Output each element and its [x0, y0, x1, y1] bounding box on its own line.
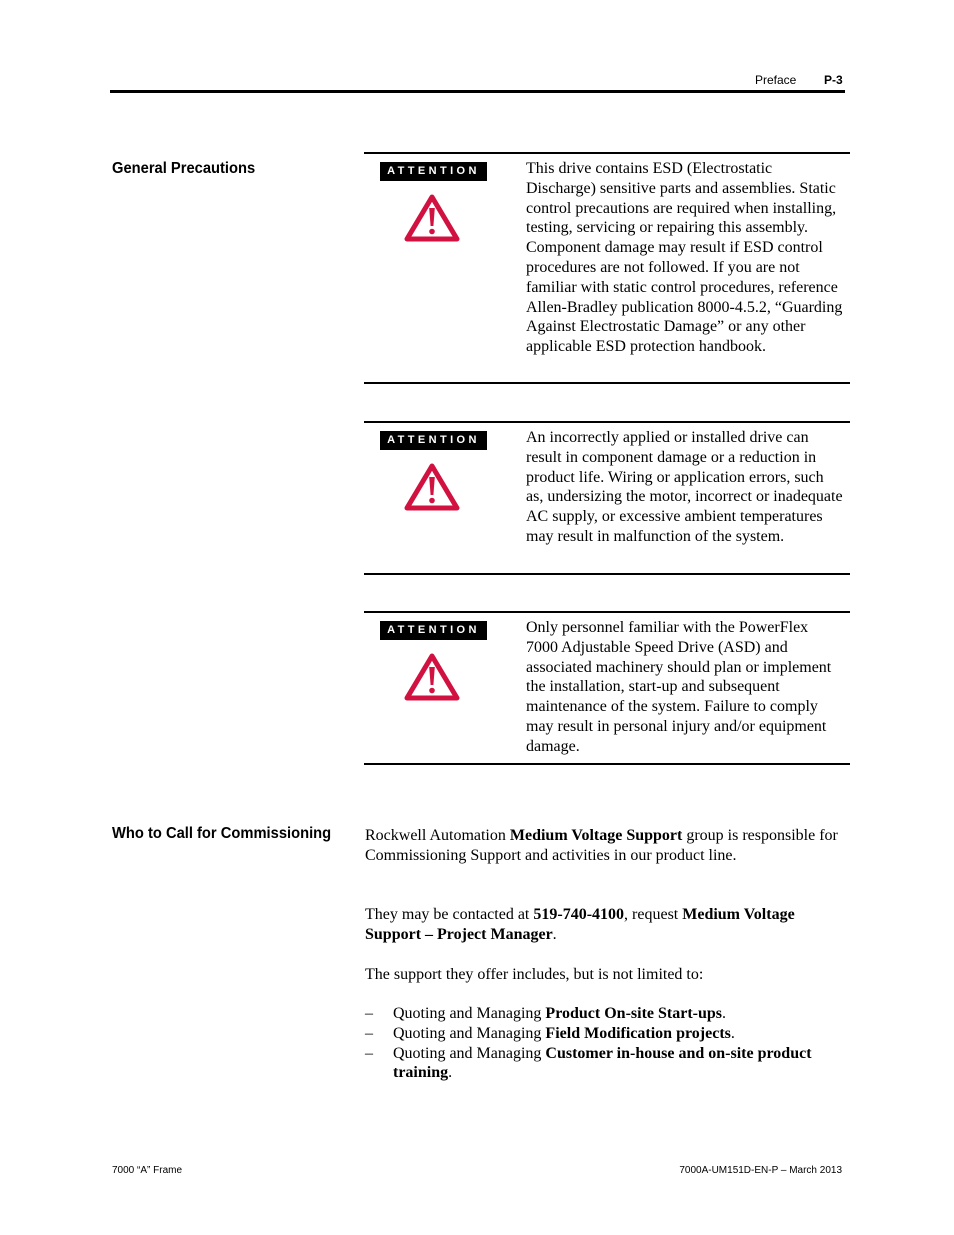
- bold-run: Customer in-house and on-site product training: [393, 1044, 812, 1082]
- list-item: [365, 1024, 845, 1044]
- attention-box-installation: [364, 421, 850, 575]
- commissioning-paragraph-2: [365, 905, 845, 945]
- commissioning-paragraph-3: The support they offer includes, but is not limited to:: [365, 966, 704, 983]
- header-page-number: P-3: [824, 73, 843, 87]
- commissioning-paragraph-1: [365, 826, 845, 866]
- general-precautions-heading: General Precautions: [112, 160, 256, 177]
- list-item: [365, 1044, 845, 1084]
- bullet-dash: –: [365, 1024, 373, 1042]
- text-run: .: [722, 1005, 727, 1022]
- attention-text: An incorrectly applied or installed drive can result in component damage or a reduction in product life. Wiring or application errors, such as, undersizing the motor, incorrect or inadequate AC supply, or excessive ambient temperatures may result in malfunction of the system.: [526, 429, 843, 545]
- bold-run: Product On-site Start-ups: [545, 1005, 723, 1022]
- text-run: Quoting and Managing: [393, 1005, 546, 1022]
- attention-label: ATTENTION: [380, 621, 487, 640]
- text-run: Rockwell Automation: [365, 827, 510, 844]
- text-run: , request: [624, 906, 683, 923]
- attention-label: ATTENTION: [380, 162, 487, 181]
- text-run: group is responsible for Commissioning Support and activities in our product line.: [365, 827, 838, 864]
- attention-box-personnel: [364, 611, 850, 765]
- footer-publication: 7000A-UM151D-EN-P – March 2013: [679, 1165, 842, 1176]
- bullet-dash: –: [365, 1005, 373, 1022]
- footer-product: 7000 “A” Frame: [112, 1165, 183, 1176]
- text-run: .: [448, 1064, 453, 1082]
- attention-box-esd: [364, 152, 850, 384]
- text-run: Quoting and Managing: [393, 1044, 546, 1062]
- phone-number: 519-740-4100: [533, 906, 625, 923]
- text-run: .: [552, 926, 557, 943]
- header-rule: [110, 90, 845, 93]
- warning-triangle-icon: [404, 653, 460, 701]
- attention-text: Only personnel familiar with the PowerFlex 7000 Adjustable Speed Drive (ASD) and associated machinery should plan or implement the installation, start-up and subsequent maintenance of the system. Failure to comply may result in personal injury and/or equipment damage.: [526, 619, 832, 755]
- text-run: They may be contacted at: [365, 906, 534, 923]
- support-list: [365, 1004, 845, 1083]
- text-run: .: [730, 1024, 735, 1042]
- commissioning-heading: Who to Call for Commissioning: [112, 825, 332, 842]
- header-section-title: Preface: [755, 73, 797, 87]
- attention-label: ATTENTION: [380, 431, 487, 450]
- list-item: [365, 1004, 845, 1024]
- bold-run: Medium Voltage Support – Project Manager: [365, 906, 795, 943]
- bold-run: Field Modification projects: [545, 1024, 731, 1042]
- bullet-dash: –: [365, 1044, 373, 1062]
- bold-run: Medium Voltage Support: [509, 827, 683, 844]
- text-run: Quoting and Managing: [393, 1024, 546, 1042]
- attention-text: This drive contains ESD (Electrostatic Discharge) sensitive parts and assemblies. Static control precautions are required when installing, testing, servicing or repairing this assembly. Component damage may result if ESD control procedures are not followed. If you are not familiar with static control procedures, reference Allen-Bradley publication 8000-4.5.2, “Guarding Against Electrostatic Damage” or any other applicable ESD protection handbook.: [526, 160, 843, 356]
- warning-triangle-icon: [404, 194, 460, 242]
- warning-triangle-icon: [404, 463, 460, 511]
